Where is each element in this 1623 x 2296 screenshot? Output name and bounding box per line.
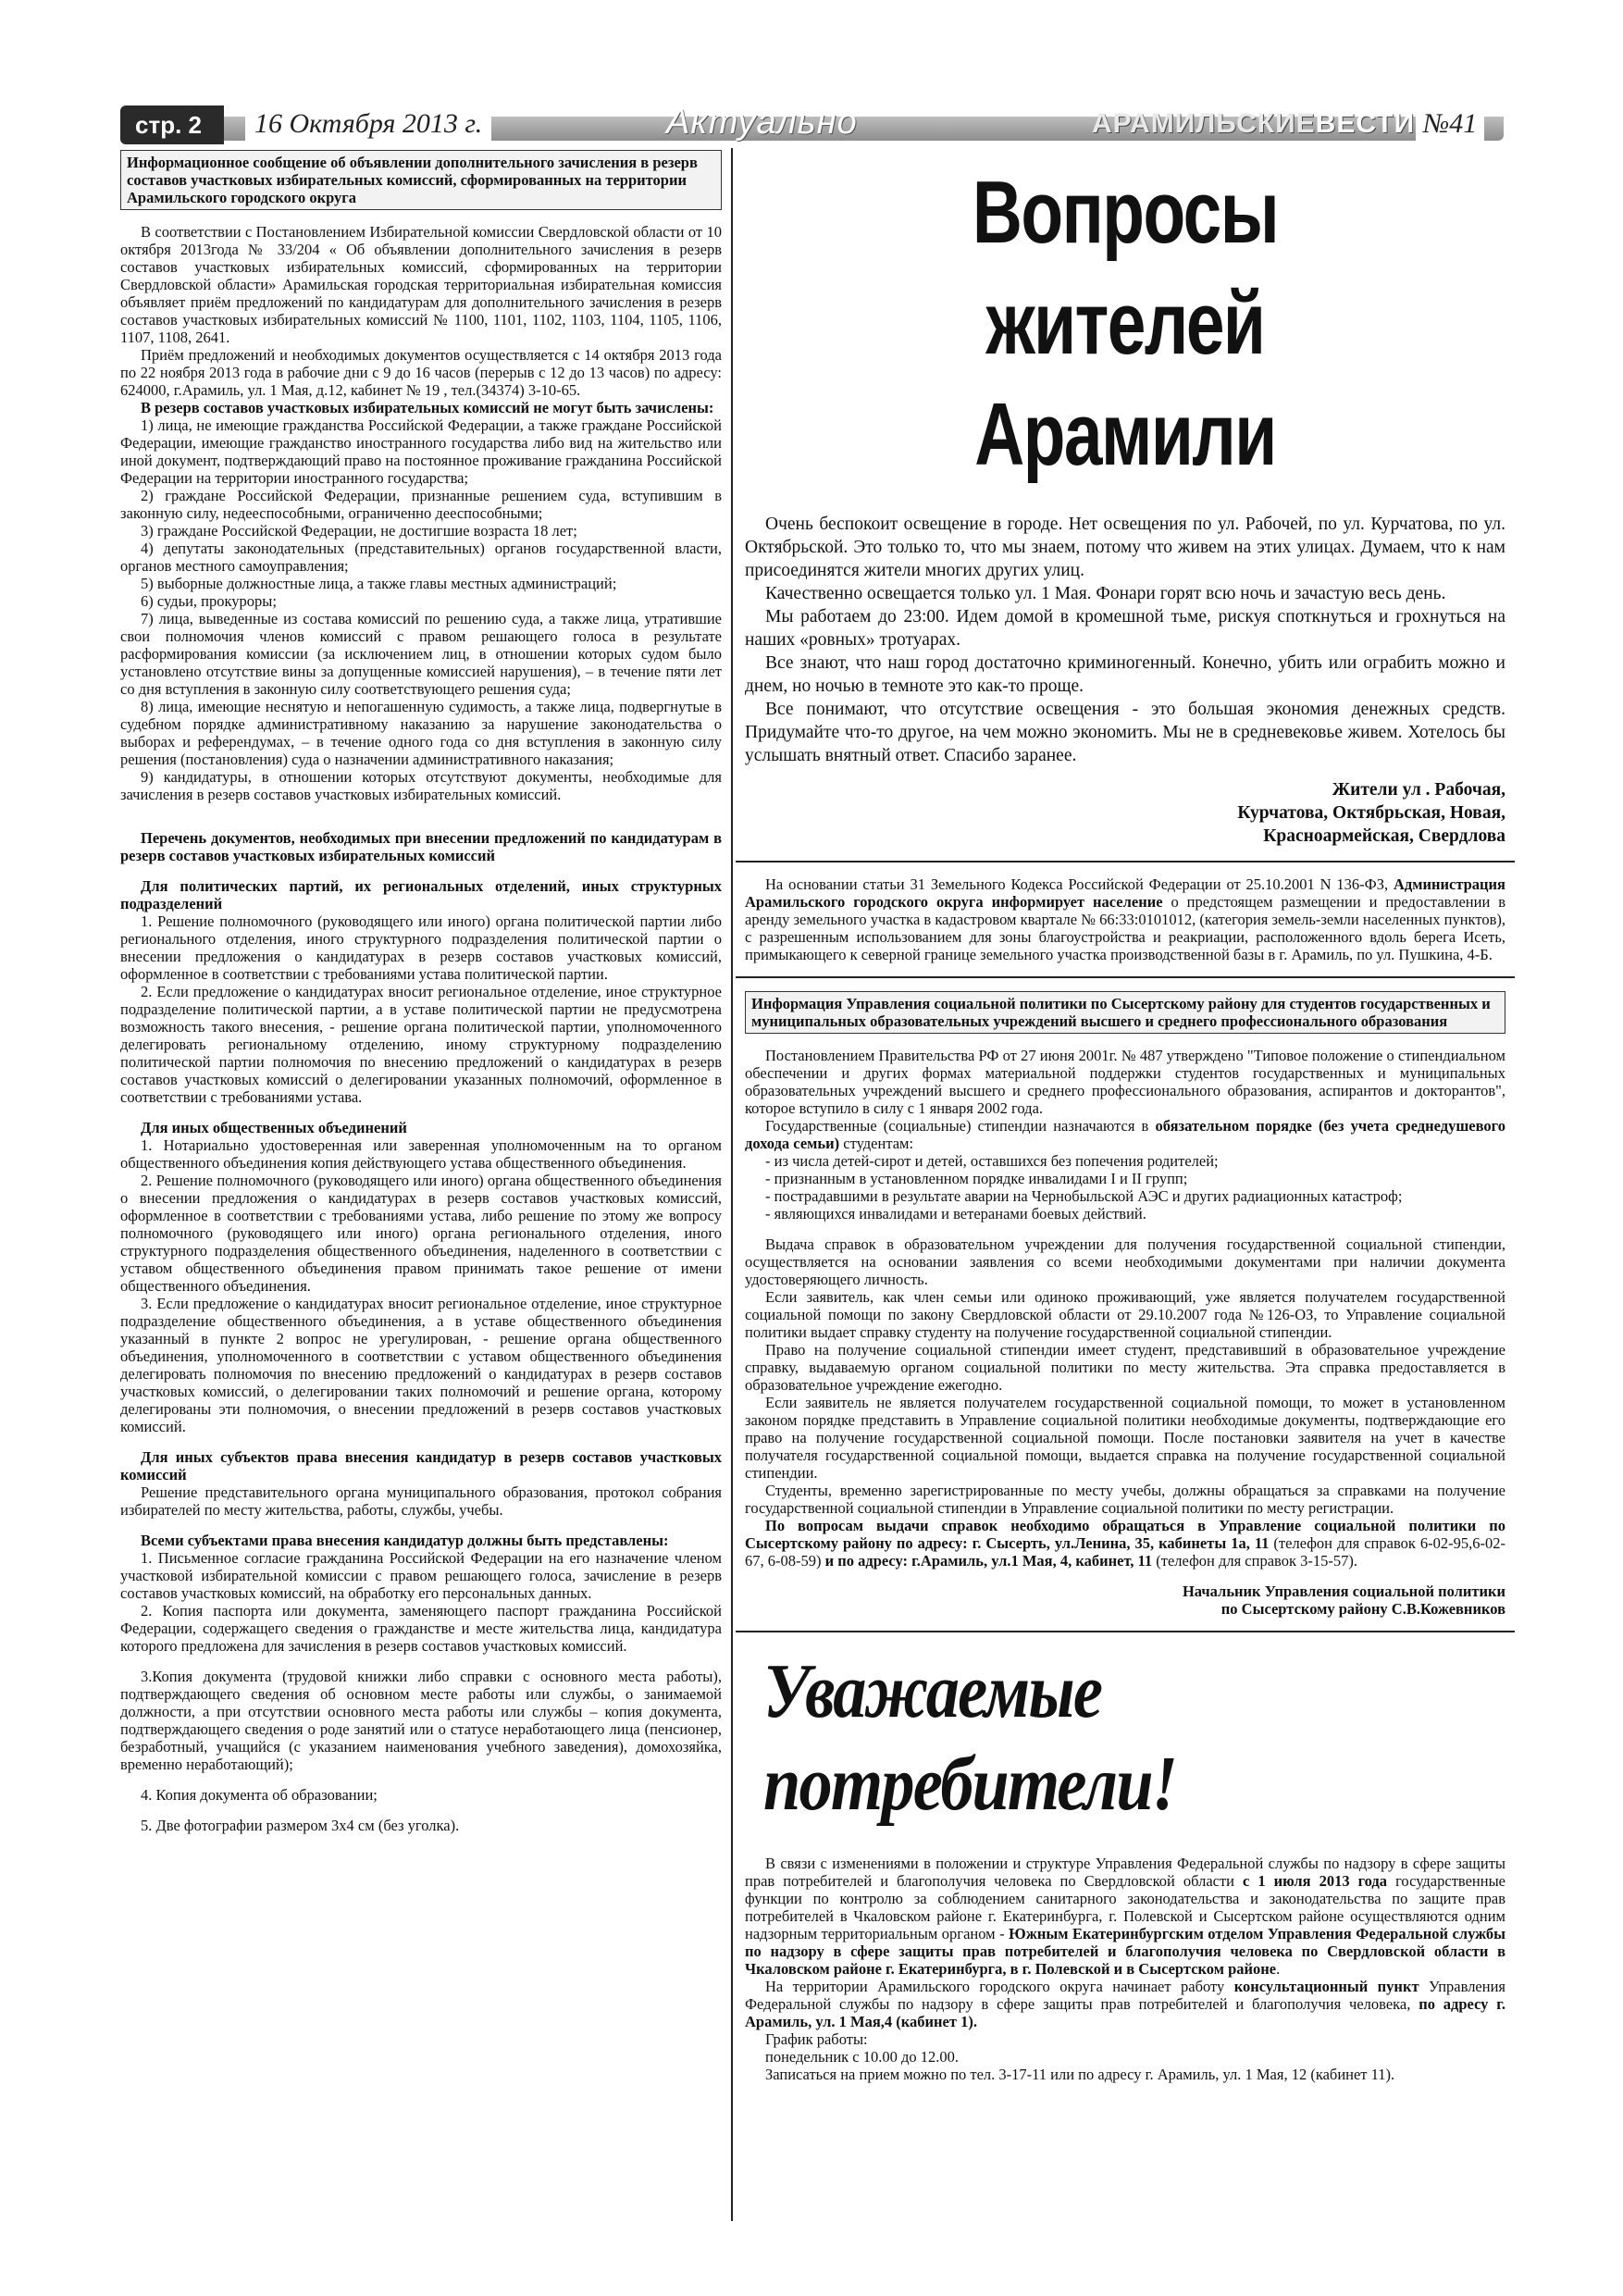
list-item: 9) кандидатуры, в отношении которых отсутствуют документы, необходимые для зачисления в резерв составов участковых избирательных комиссий. [120,768,722,803]
section-divider [736,976,1515,978]
article-paragraph: Постановлением Правительства РФ от 27 июня 2001г. № 487 утверждено "Типовое положение о стипендиальном обеспечении и других формах материальной поддержки студентов государственных и муниципальных образовательных учреждений высшего и среднего профессионального образования, аспирантов и докторантов", которое вступило в силу с 1 января 2002 года. [745,1047,1505,1117]
land-notice: На основании статьи 31 Земельного Кодекса Российской Федерации от 25.10.2001 N 136-ФЗ, Администрация Арамильского городского округа информирует население о предстоящем размещении и предоставлении в аренду земельного участка в кадастровом квартале № 66:33:0101012, (категория земель-земли населенных пунктов), с разрешенным использованием для зоны благоустройства и реакриации, расположенного вдоль берега Исеть, примыкающего к северной границе земельного участка производственной базы в г. Арамиль, по ул. Пушкина, 4-Б. [745,875,1506,963]
section-heading: Перечень документов, необходимых при внесении предложений по кандидатурам в резерв составов участковых избирательных комиссий [120,829,722,864]
newspaper-name-part2: ВЕСТИ [1315,108,1416,139]
letter-signature-line: Красноармейская, Свердлова [1263,826,1505,846]
article-paragraph: В связи с изменениями в положении и структуре Управления Федеральной службы по надзору в сфере защиты прав потребителей и благополучия человека по Свердловской области с 1 июля 2013 года государственные функции по контролю за соблюдением санитарного законодательства и законодательства по защите прав потребителей в Чкаловском районе г. Екатеринбурга, г. Полевской и Сысертском районе осуществляются одним надзорным территориальным органом - Южным Екатеринбургским отделом Управления Федеральной службы по надзору в сфере защиты прав потребителей и благополучия человека по Свердловской области в Чкаловском районе г. Екатеринбурга, в г. Полевской и в Сысертском районе. [745,1855,1505,1978]
section-heading: Для политических партий, их региональных отделений, иных структурных подразделений [120,877,722,912]
section-heading: Для иных общественных объединений [141,1119,407,1136]
official-signature: Начальник Управления социальной политики [1182,1582,1505,1600]
section-heading: Для иных субъектов права внесения кандидатур в резерв составов участковых комиссий [120,1448,722,1483]
article-paragraph: понедельник с 10.00 до 12.00. [765,2048,960,2066]
article-paragraph: Если заявитель, как член семьи или одиноко проживающий, уже является получателем государственной социальной помощи по закону Свердловской области от 29.10.2007 года №126-ОЗ, то Управление социальной политики выдает справку студенту на получение государственной социальной стипендии. [745,1288,1505,1341]
article-paragraph: Студенты, временно зарегистрированные по месту учебы, должны обращаться за справками на получение государственной социальной стипендии в Управление социальной политики по месту регистрации. [745,1482,1505,1517]
article-paragraph: График работы: [765,2030,868,2048]
article-paragraph: Выдача справок в образовательном учреждении для получения государственной социальной стипендии, осуществляется на основании заявления со всеми необходимыми документами при наличии документа удостоверяющего личность. [745,1235,1505,1288]
social-policy-title: Информация Управления социальной политики по Сысертскому району для студентов государственных и муниципальных образовательных учреждений высшего и среднего профессионального образования [745,991,1505,1034]
dash-item: - являющихся инвалидами и ветеранами боевых действий. [765,1205,1146,1222]
article-paragraph: 3. Если предложение о кандидатурах вносит региональное отделение, иное структурное подразделение общественного объединения, а в уставе общественного объединения указанный в пункте 2 вопрос не урегулирован, - решение органа общественного объединения, уполномоченного в соответствии с уставом общественного объединения делегировать полномочия по внесению предложений о кандидатурах в резерв составов участковых комиссий, о делегировании таких полномочий и решение органа, которому делегированы эти полномочия, о внесении предложений в резерв составов участковых комиссий. [120,1295,722,1435]
list-item: 1) лица, не имеющие гражданства Российской Федерации, а также граждане Российской Федерации, имеющие гражданство иностранного государства либо вид на жительство или иной документ, подтверждающий право на постоянное проживание гражданина Российской Федерации на территории иностранного государства; [120,416,722,487]
column-divider [731,148,733,2221]
page-header [120,100,1504,144]
article-paragraph: 1. Письменное согласие гражданина Российской Федерации на его назначение членом участковой избирательной комиссии с правом решающего голоса, зачисление в резерв составов участковых комиссий, на обработку его персональных данных. [120,1549,722,1602]
list-item: 3) граждане Российской Федерации, не достигшие возраста 18 лет; [141,522,577,540]
letter-paragraph: Все знают, что наш город достаточно криминогенный. Конечно, убить или ограбить можно и днем, но ночью в темноте это как-то проще. [745,653,1505,696]
dash-item: - из числа детей-сирот и детей, оставшихся без попечения родителей; [765,1152,1219,1170]
list-item: 2) граждане Российской Федерации, признанные решением суда, вступившим в законную силу, недееспособными, ограниченно дееспособными; [120,487,722,522]
article-paragraph: Приём предложений и необходимых документов осуществляется с 14 октября 2013 года по 22 ноября 2013 года в рабочие дни с 9 до 16 часов (перерыв с 12 до 13 часов) по адресу: 624000, г.Арамиль, ул. 1 Мая, д.12, кабинет № 19 , тел.(34374) 3-10-65. [120,346,722,399]
rubric-title: Актуально [666,103,858,142]
article-paragraph: 4. Копия документа об образовании; [141,1786,378,1804]
section-divider [736,861,1515,863]
article-paragraph: 5. Две фотографии размером 3х4 см (без уголка). [141,1817,460,1834]
page-number: стр. 2 [120,105,224,144]
letter-paragraph: Качественно освещается только ул. 1 Мая. Фонари горят всю ночь и зачастую весь день. [765,584,1446,603]
dash-item: - пострадавшими в результате аварии на Чернобыльской АЭС и других радиационных катастроф; [765,1187,1403,1205]
article-paragraph: 2. Копия паспорта или документа, заменяющего паспорт гражданина Российской Федерации, содержащего сведения о гражданстве и месте жительства лица, кандидатура которого предложена для зачисления в резерв составов участковых комиссий. [120,1602,722,1655]
letter-paragraph: Очень беспокоит освещение в городе. Нет освещения по ул. Рабочей, по ул. Курчатова, по ул. Октябрьской. Это только то, что мы знаем, потому что живем на этих улицах. Думаем, что к нам присоединятся жители многих других улиц. [745,515,1505,580]
article-paragraph: 2. Если предложение о кандидатурах вносит региональное отделение, иное структурное подразделение политической партии, а в уставе политической партии не предусмотрена возможность такого внесения, - решение органа политической партии, уполномоченного делегировать региональному отделению, иному структурному подразделению политической партии полномочия по внесению предложений о кандидатурах в резерв составов участковых комиссий о делегировании указанных полномочий, оформленное в соответствии с требованиями устава. [120,983,722,1106]
article-paragraph: В соответствии с Постановлением Избирательной комиссии Свердловской области от 10 октября 2013года № 33/204 « Об объявлении дополнительного зачисления в резерв составов участковых избирательных комиссий, сформированных на территории Свердловской области» Арамильская городская территориальная избирательная комиссия объявляет приём предложений по кандидатурам для дополнительного зачисления в резерв составов участковых избирательных комиссий № 1100, 1101, 1102, 1103, 1104, 1105, 1106, 1107, 1108, 2641. [120,223,722,346]
article-paragraph: Решение представительного органа муниципального образования, протокол собрания избирателей по месту жительства, работы, службы, учебы. [120,1483,722,1519]
article-paragraph: 3.Копия документа (трудовой книжки либо справки с основного места работы), подтверждающего сведения об основном месте работы или службы, о занимаемой должности, а при отсутствии основного места работы или службы – копия документа, подтверждающего сведения о роде занятий или о статусе неработающего лица (пенсионер, безработный, учащийся (с указанием наименования учебного заведения), домохозяйка, временно неработающий); [120,1668,722,1773]
article-paragraph: 1. Решение полномочного (руководящего или иного) органа политической партии либо регионального отделения, иного структурного подразделения политической партии о внесении предложения о кандидатурах в резерв составов участковых комиссий, оформленное в соответствии с требованиями устава политической партии. [120,912,722,983]
right-column [745,148,1505,2083]
issue-number: №41 [1416,107,1484,141]
left-column [120,148,722,1834]
article-paragraph: Записаться на прием можно по тел. 3-17-11 или по адресу г. Арамиль, ул. 1 Мая, 12 (кабинет 11). [765,2066,1395,2083]
newspaper-name [1092,107,1415,141]
letter-paragraph: Все понимают, что отсутствие освещения - это большая экономия денежных средств. Придумайте что-то другое, на чем можно экономить. Мы не в средневековье живем. Хотелось бы услышать внятный ответ. Спасибо заранее. [745,700,1505,765]
election-article-title: Информационное сообщение об объявлении дополнительного зачисления в резерв составов участковых избирательных комиссий, сформированных на территории Арамильского городского округа [120,150,722,210]
official-signature: по Сысертскому району С.В.Кожевников [1220,1600,1505,1618]
letter-signature-line: Курчатова, Октябрьская, Новая, [1237,803,1505,823]
article-paragraph: 1. Нотариально удостоверенная или заверенная уполномоченным на то органом общественного объединения копия действующего устава общественного объединения. [120,1136,722,1172]
article-subheading: В резерв составов участковых избирательных комиссий не могут быть зачислены: [141,399,714,416]
section-divider [736,1631,1515,1632]
letter-paragraph: Мы работаем до 23:00. Идем домой в кромешной тьме, рискуя споткнуться и грохнуться на наших «ровных» тротуарах. [745,607,1505,650]
issue-date: 16 Октября 2013 г. [245,107,491,141]
list-item: 4) депутаты законодательных (представительных) органов государственной власти, органов местного самоуправления; [120,540,722,575]
article-paragraph: 2. Решение полномочного (руководящего или иного) органа общественного объединения о внесении предложения о кандидатурах в резерв составов участковых комиссий, оформленное в соответствии с требованиями устава, либо решение по этому же вопросу полномочного (руководящего или иного) органа регионального отделения, иного структурного подразделения общественного объединения, наделенного в соответствии с уставом общественного объединения правом принимать такое решение от имени общественного объединения. [120,1172,722,1295]
list-item: 8) лица, имеющие неснятую и непогашенную судимость, а также лица, подвергнутые в судебном порядке административному наказанию за нарушение законодательства о выборах и референдумах, – в течение одного года со дня вступления в законную силу решения (постановления) суда о назначении административного наказания; [120,698,722,768]
newspaper-name-part1: АРАМИЛЬСКИЕ [1092,108,1316,139]
residents-letter [745,513,1505,848]
residents-questions-title: Вопросы жителей Арамили [972,163,1279,484]
article-paragraph: Если заявитель не является получателем государственной социальной помощи, то может в установленном законом порядке представить в Управление социальной политики необходимые документы, подтверждающие его право на получение государственной социальной помощи. После постановки заявителя на учет в качестве получателя государственной социальной помощи, выдается справка на получение государственной социальной стипендии. [745,1394,1505,1482]
list-item: 5) выборные должностные лица, а также главы местных администраций; [141,575,617,592]
article-paragraph: Государственные (социальные) стипендии назначаются в обязательном порядке (без учета среднедушевого дохода семьи) студентам: [745,1117,1505,1152]
list-item: 6) судьи, прокуроры; [141,592,277,610]
letter-signature-line: Жители ул . Рабочая, [1332,780,1505,800]
consumers-title: Уважаемые потребители! [763,1648,1177,1827]
section-heading: Всеми субъектами права внесения кандидатур должны быть представлены: [141,1532,669,1549]
article-paragraph: Право на получение социальной стипендии имеет студент, представивший в образовательное учреждение справку, выдаваемую органом социальной политики по месту жительства. Эта справка предоставляется в образовательное учреждение ежегодно. [745,1341,1505,1394]
contact-paragraph: По вопросам выдачи справок необходимо обращаться в Управление социальной политики по Сысертскому району по адресу: г. Сысерть, ул.Ленина, 35, кабинеты 1а, 11 (телефон для справок 6-02-95,6-02-67, 6-08-59) и по адресу: г.Арамиль, ул.1 Мая, 4, кабинет, 11 (телефон для справок 3-15-57). [745,1517,1505,1570]
list-item: 7) лица, выведенные из состава комиссий по решению суда, а также лица, утратившие свои полномочия членов комиссий с правом решающего голоса в результате расформирования комиссии (за исключением лиц, в отношении которых судом было установлено отсутствие вины за допущенные комиссией нарушения), – в течение пяти лет со дня вступления в законную силу соответствующего решения суда; [120,610,722,698]
article-paragraph: На территории Арамильского городского округа начинает работу консультационный пункт Управления Федеральной службы по надзору в сфере защиты прав потребителей и благополучия человека, по адресу г. Арамиль, ул. 1 Мая,4 (кабинет 1). [745,1978,1506,2030]
dash-item: - признанным в установленном порядке инвалидами I и II групп; [765,1170,1188,1187]
